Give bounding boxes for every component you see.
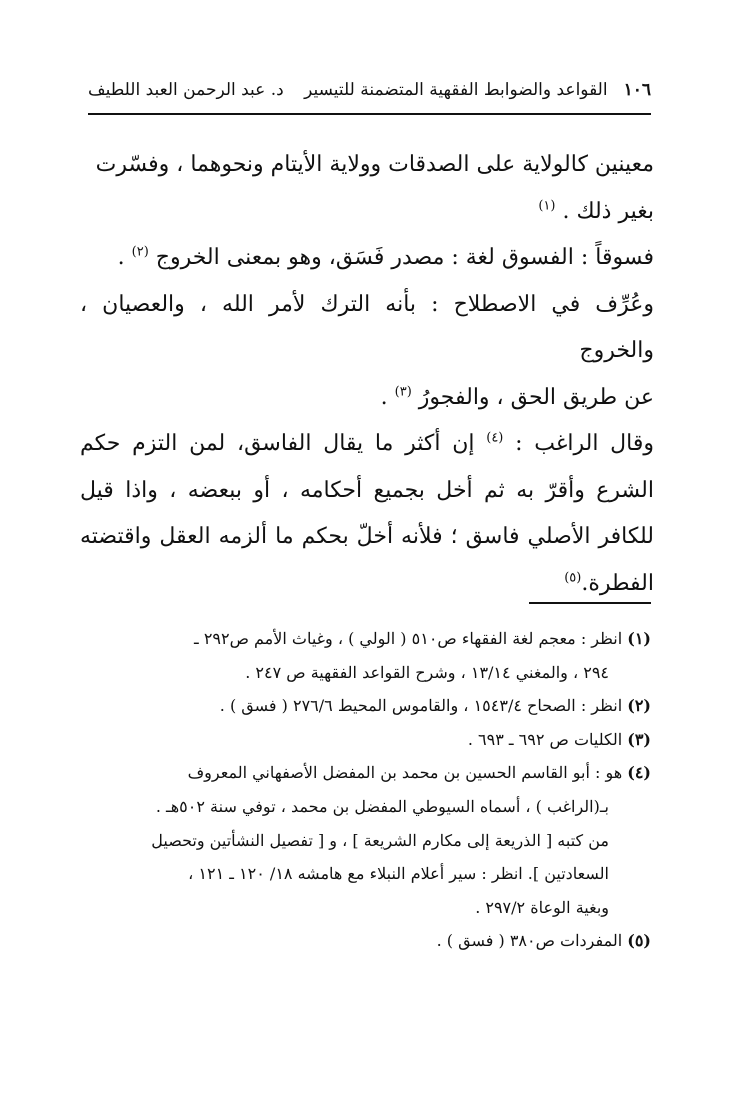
footnote-1 bbox=[80, 622, 651, 689]
paragraph-4 bbox=[80, 421, 654, 607]
book-title: القواعد والضوابط الفقهية المتضمنة للتيسير bbox=[304, 80, 608, 100]
footnote-4 bbox=[80, 756, 651, 924]
footnote-text: بـ(الراغب ) ، أسماه السيوطي المفضل بن محمد ، توفي سنة ٥٠٢هـ . bbox=[155, 796, 609, 816]
paragraph-2-end: . bbox=[117, 245, 132, 270]
footnote-text: من كتبه [ الذريعة إلى مكارم الشريعة ] ، و [ تفصيل النشأتين وتحصيل bbox=[151, 830, 609, 850]
paragraph-4-text: إن أكثر ما يقال الفاسق، لمن التزم حكم الشرع وأقرّ به ثم أخل بجميع أحكامه ، أو ببعضه ، واذا قيل للكافر الأصلي فاسق ؛ فلأنه أخلّ بحكم ما ألزمه العقل واقتضته الفطرة. bbox=[80, 431, 654, 596]
footnote-number: (٥) bbox=[627, 931, 651, 951]
paragraph-3-end: . bbox=[380, 384, 395, 410]
paragraph-1-line-1: معينين كالولاية على الصدقات وولاية الأيتام ونحوهما ، وفسّرت bbox=[95, 152, 654, 177]
main-text bbox=[80, 142, 654, 607]
paragraph-3 bbox=[80, 282, 654, 422]
footnote-number: (٤) bbox=[627, 763, 651, 783]
paragraph-4-start: وقال الراغب : bbox=[515, 431, 654, 456]
page-header bbox=[88, 70, 651, 110]
footnote-ref-3: (٣) bbox=[394, 384, 412, 400]
footnote-ref-5: (٥) bbox=[564, 570, 582, 586]
footnote-text: انظر : الصحاح ١٥٤٣/٤ ، والقاموس المحيط ٢٧٦/٦ ( فسق ) . bbox=[219, 696, 623, 716]
paragraph-2 bbox=[80, 235, 654, 282]
footnote-3 bbox=[80, 723, 651, 757]
paragraph-1-line-2: بغير ذلك . bbox=[562, 198, 654, 224]
footnote-text: هو : أبو القاسم الحسين بن محمد بن المفضل الأصفهاني المعروف bbox=[187, 763, 623, 783]
paragraph-1 bbox=[80, 142, 654, 235]
footnotes bbox=[80, 622, 651, 958]
footnote-number: (٣) bbox=[627, 729, 651, 749]
footnote-text: الكليات ص ٦٩٢ ـ ٦٩٣ . bbox=[467, 729, 623, 749]
footnote-ref-1: (١) bbox=[538, 198, 556, 214]
footnote-number: (١) bbox=[627, 629, 651, 648]
footnote-ref-4: (٤) bbox=[486, 430, 504, 446]
footnote-text: ٢٩٤ ، والمغني ١٣/١٤ ، وشرح القواعد الفقهية ص ٢٤٧ . bbox=[245, 662, 609, 682]
footnote-text: المفردات ص٣٨٠ ( فسق ) . bbox=[436, 931, 623, 951]
footnote-2 bbox=[80, 689, 651, 723]
header-divider bbox=[88, 113, 651, 115]
footnote-5 bbox=[80, 924, 651, 958]
paragraph-2-text: فسوقاً : الفسوق لغة : مصدر فَسَق، وهو بمعنى الخروج bbox=[155, 245, 654, 270]
footnote-number: (٢) bbox=[627, 696, 651, 716]
footnote-text: وبغية الوعاة ٢٩٧/٢ . bbox=[475, 897, 609, 917]
paragraph-3-line-2: عن طريق الحق ، والفجورُ bbox=[418, 384, 654, 410]
header-right bbox=[304, 80, 651, 100]
footnote-text: انظر : معجم لغة الفقهاء ص٥١٠ ( الولي ) ، وغياث الأمم ص٢٩٢ ـ bbox=[194, 629, 623, 648]
footnote-divider bbox=[529, 602, 651, 604]
page-number: ١٠٦ bbox=[623, 80, 651, 100]
paragraph-3-line-1: وعُرِّف في الاصطلاح : بأنه الترك لأمر الله ، والعصيان ، والخروج bbox=[80, 291, 654, 363]
footnote-text: السعادتين ]. انظر : سير أعلام النبلاء مع هامشه ١٨/ ١٢٠ ـ ١٢١ ، bbox=[188, 864, 609, 884]
footnote-ref-2: (٢) bbox=[131, 244, 149, 260]
author-name: د. عبد الرحمن العبد اللطيف bbox=[88, 80, 284, 100]
